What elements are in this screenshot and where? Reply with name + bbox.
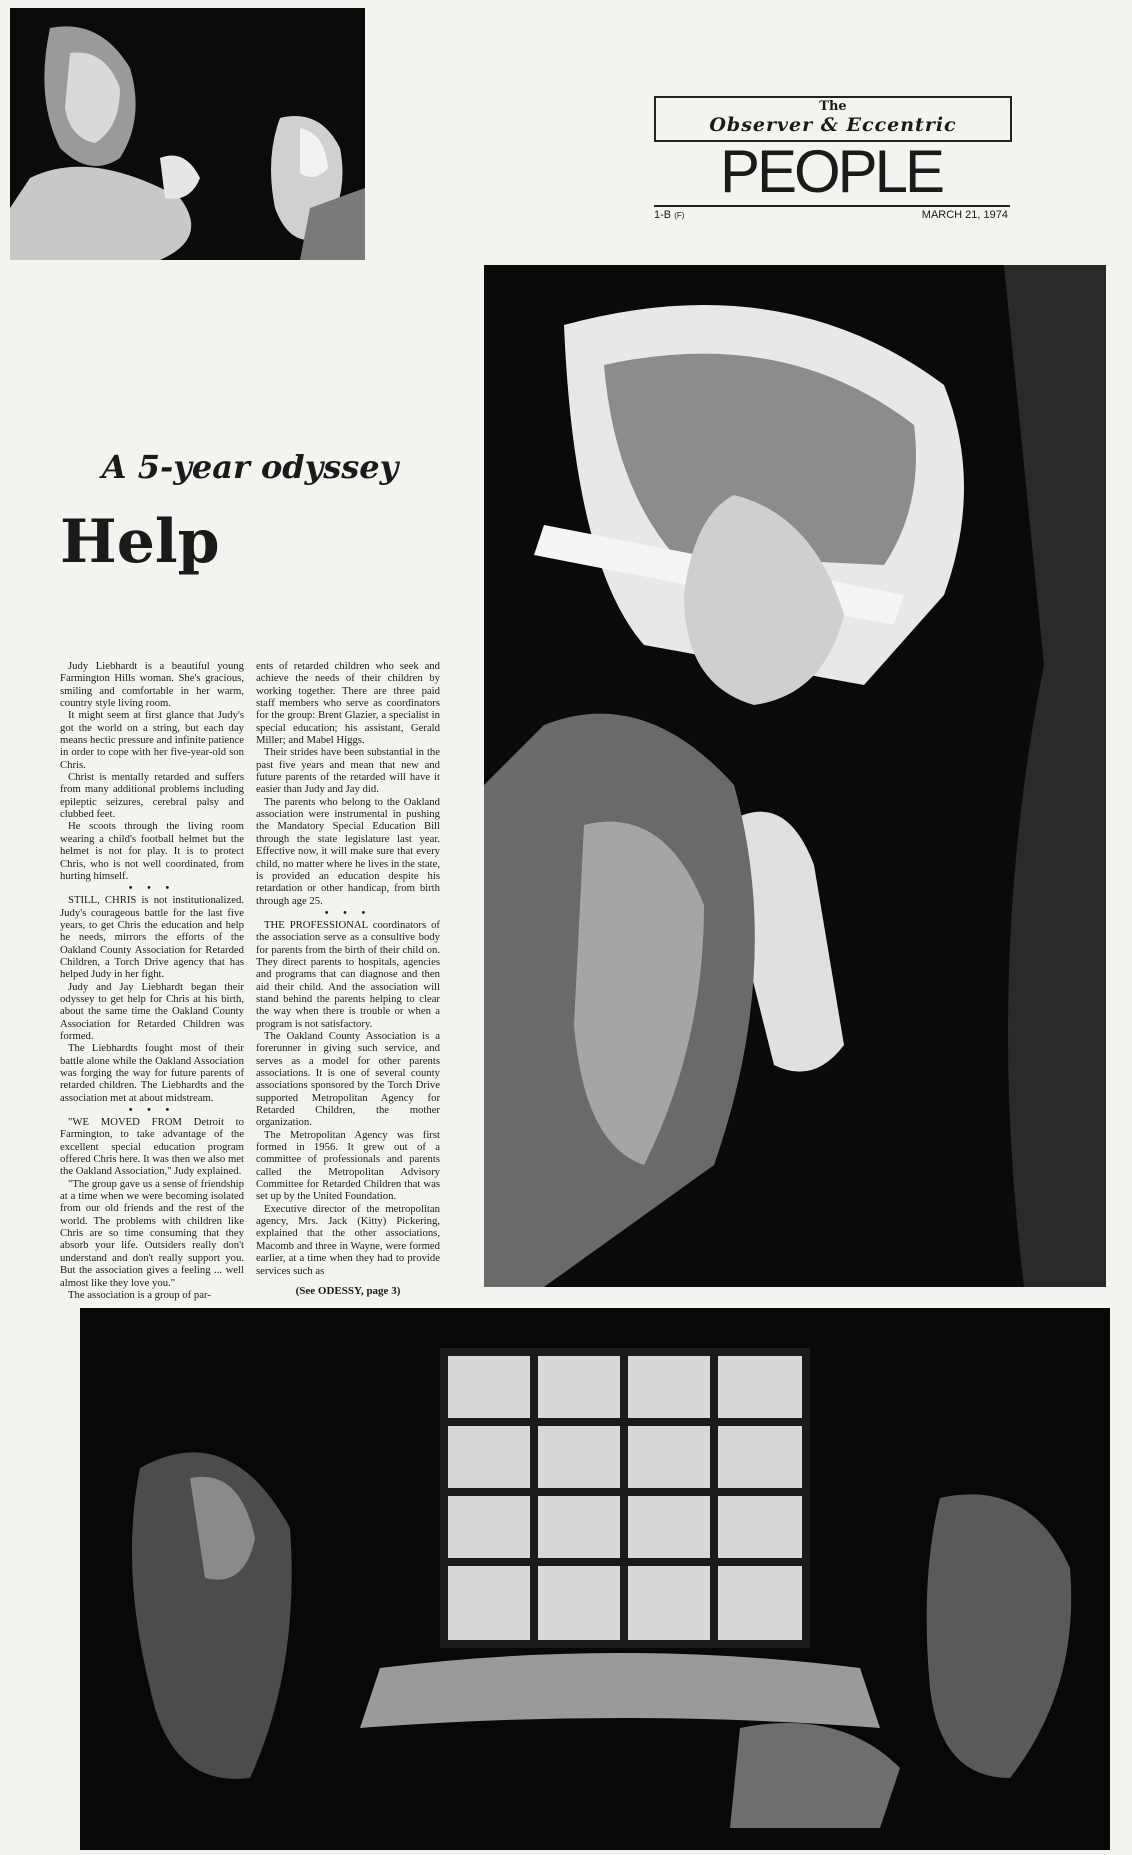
paragraph: The Metropolitan Agency was first formed in 1956. It grew out of a committee of professionals and parents called the Metropolitan Advisory Committee for Retarded Children that was set up by the United Foundation. [256, 1128, 440, 1203]
photo-mother-and-child [10, 8, 365, 260]
paragraph: Judy Liebhardt is a beautiful young Farmington Hills woman. She's gracious, smiling and comfortable in her warm, country style living room. [60, 660, 244, 710]
article-kicker: A 5-year odyssey [101, 448, 399, 486]
section-break: • • • [324, 906, 372, 919]
article-column-1 [60, 660, 244, 1301]
edition-label: (F) [674, 211, 685, 220]
issue-date: MARCH 21, 1974 [921, 209, 1008, 221]
article-column-2 [256, 660, 440, 1277]
paragraph: The parents who belong to the Oakland association were instrumental in pushing the Mandatory Special Education Bill through the state legislature last year. Effective now, it will make sure that every child, no matter where he lives in the state, is provided an education despite his retardation or other handicap, from birth through age 25. [256, 795, 440, 907]
section-break: • • • [128, 1104, 176, 1117]
paragraph: Their strides have been substantial in the past five years and mean that new and future parents of the retarded will have it easier than Judy and Jay did. [256, 746, 440, 796]
page-number [654, 209, 684, 221]
paragraph: He scoots through the living room wearing a child's football helmet but the helmet is not for play. It is to protect Chris, who is not well coordinated, from hurting himself. [60, 820, 244, 882]
page-label: 1-B [654, 209, 672, 221]
continuation-line: (See ODESSY, page 3) [295, 1285, 401, 1297]
paragraph: The Liebhardts fought most of their battle alone while the Oakland Association was forging the way for future parents of retarded children. The Liebhardts and the association met at about midstream. [60, 1042, 244, 1104]
paragraph: Christ is mentally retarded and suffers from many additional problems including epileptic seizures, cerebral palsy and clubbed feet. [60, 771, 244, 821]
paragraph: The Oakland County Association is a forerunner in giving such service, and serves as a model for other parents associations. It is one of several county associations sponsored by the Torch Drive supported Metropolitan Agency for Retarded Children, the mother organization. [256, 1029, 440, 1129]
paragraph: Executive director of the metropolitan agency, Mrs. Jack (Kitty) Pickering, explained that the other associations, Macomb and three in Wayne, were formed earlier, at a time when they had to provide services such as [256, 1202, 440, 1277]
paragraph: THE PROFESSIONAL coordinators of the association serve as a consultive body for parents from the birth of their child on. They direct parents to hospitals, agencies and programs that can diagnose and then aid their child. And the association will stand behind the parents helping to clear the way when there is trouble or when a program is not satisfactory. [256, 918, 440, 1030]
photo-child-in-helmet [484, 265, 1106, 1287]
paragraph: ents of retarded children who seek and achieve the needs of their children by working together. There are three paid staff members who serve as coordinators for the group: Brent Glazier, a specialist in special education; his assistant, Gerald Miller; and Mabel Higgs. [256, 660, 440, 747]
masthead-the: The [819, 99, 847, 114]
paragraph: STILL, CHRIS is not institutionalized. Judy's courageous battle for the last five years, to get Chris the education and help he needs, mirrors the efforts of the Oakland County Association for Retarded Children, a Torch Drive agency that has helped Judy in her fight. [60, 894, 244, 981]
section-break: • • • [128, 882, 176, 895]
paragraph: The association is a group of par- [68, 1288, 211, 1301]
paragraph: "The group gave us a sense of friendship at a time when we were becoming isolated from our old friends and the rest of the world. The problems with children like Chris are so time consuming that they absorb your life. Outsiders really don't understand and don't really support you. But the association gives a feeling ... well almost like they love you." [60, 1177, 244, 1289]
masthead-rule [654, 205, 1010, 207]
section-title: PEOPLE [719, 138, 943, 205]
masthead [654, 96, 1012, 142]
masthead-name: Observer & Eccentric [709, 114, 957, 136]
article-headline: Help [60, 507, 220, 577]
paragraph: "WE MOVED FROM Detroit to Farmington, to take advantage of the excellent special education program offered Chris here. It was then we also met the Oakland Association," Judy explained. [60, 1116, 244, 1178]
photo-window-scene [80, 1308, 1110, 1850]
paragraph: Judy and Jay Liebhardt began their odyssey to get help for Chris at his birth, about the same time the Oakland County Association for Retarded Children was formed. [60, 980, 244, 1042]
paragraph: It might seem at first glance that Judy's got the world on a string, but each day means hectic pressure and infinite patience in order to cope with her five-year-old son Chris. [60, 709, 244, 771]
